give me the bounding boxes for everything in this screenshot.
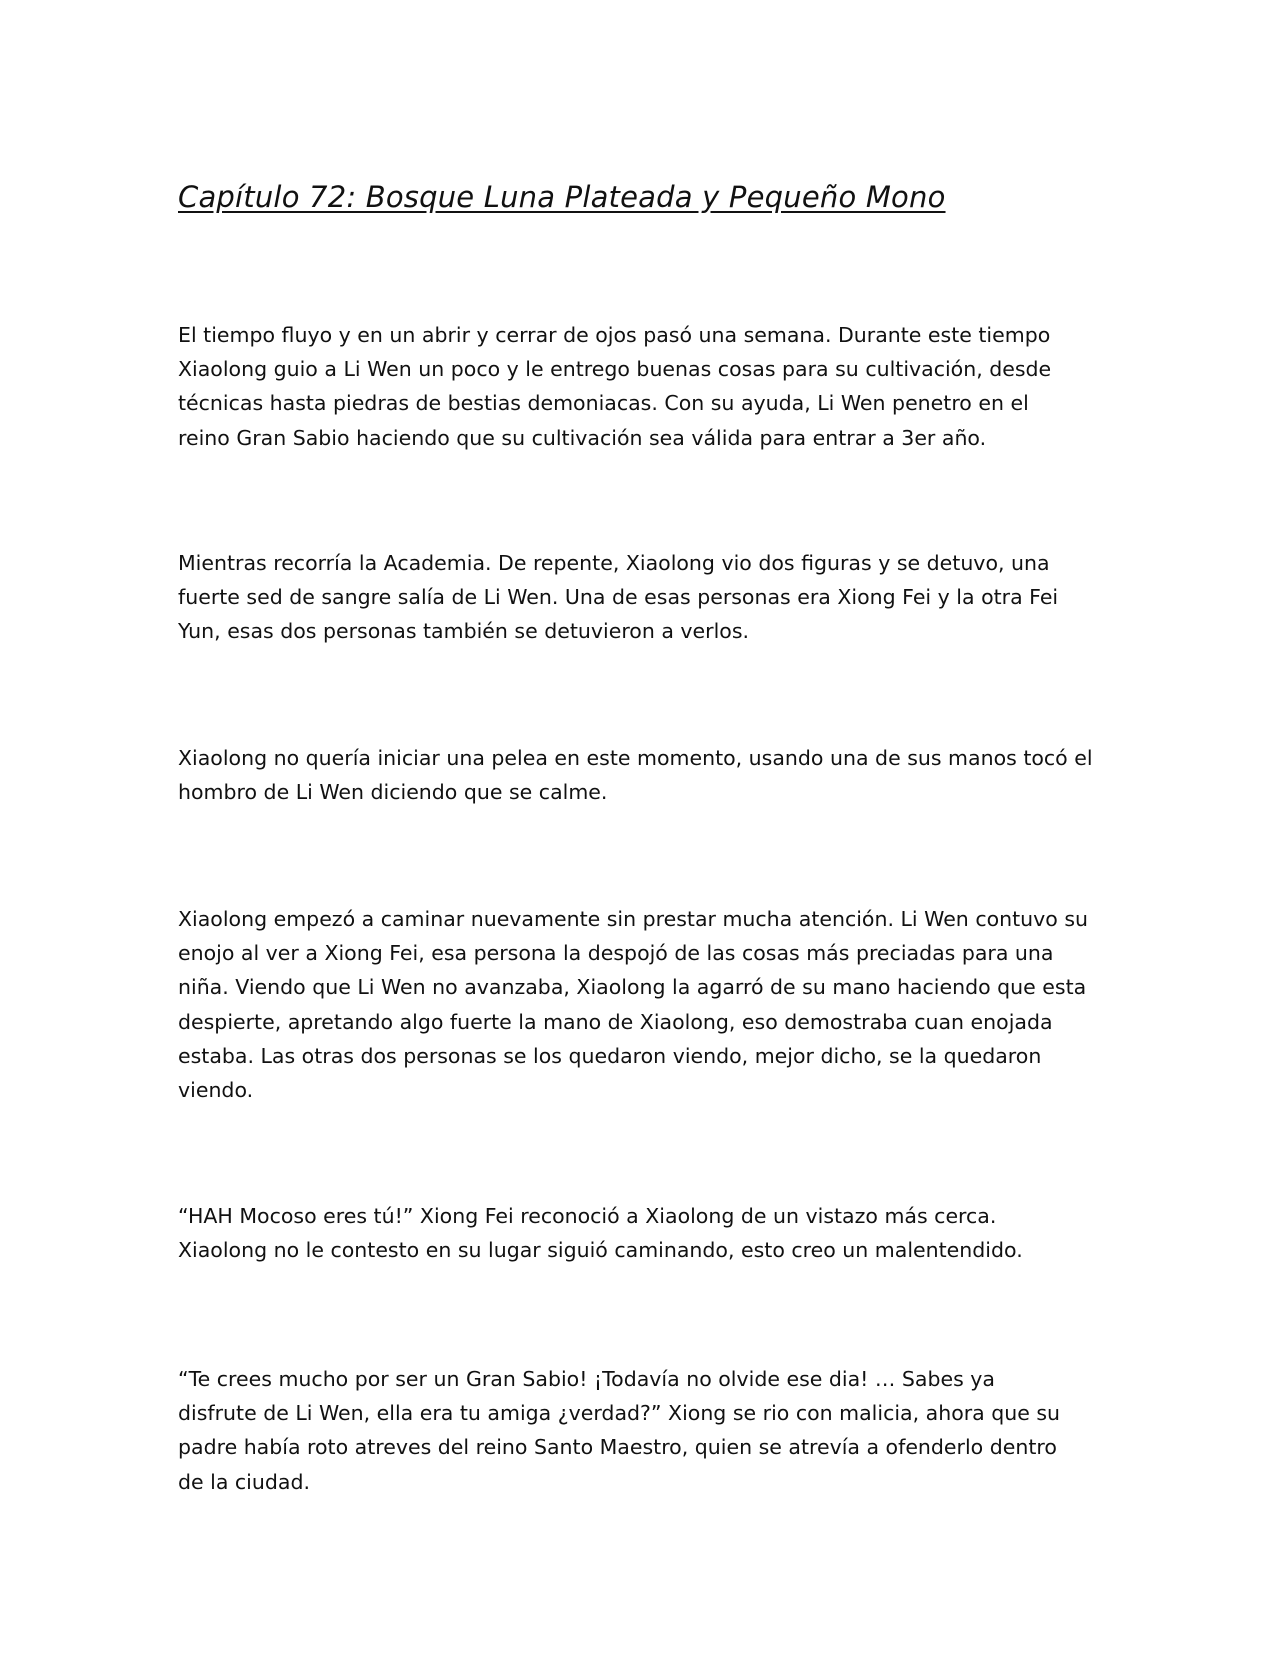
paragraph-line: Xiaolong no quería iniciar una pelea en este momento, usando una de sus manos tocó el bbox=[178, 746, 1093, 770]
paragraph-line: niña. Viendo que Li Wen no avanzaba, Xiaolong la agarró de su mano haciendo que esta bbox=[178, 975, 1087, 1000]
paragraph bbox=[178, 1199, 1108, 1267]
paragraph-line: Mientras recorría la Academia. De repente, Xiaolong vio dos figuras y se detuvo, una bbox=[178, 551, 1050, 575]
paragraph bbox=[178, 1362, 1108, 1499]
paragraph bbox=[178, 741, 1108, 809]
paragraph-line: Xiaolong empezó a caminar nuevamente sin prestar mucha atención. Li Wen contuvo su bbox=[178, 907, 1089, 931]
paragraph-line: “HAH Mocoso eres tú!” Xiong Fei reconoció a Xiaolong de un vistazo más cerca. bbox=[178, 1204, 997, 1228]
paragraph-line: enojo al ver a Xiong Fei, esa persona la despojó de las cosas más preciadas para una bbox=[178, 941, 1054, 966]
paragraph bbox=[178, 318, 1108, 455]
paragraph-line: hombro de Li Wen diciendo que se calme. bbox=[178, 780, 608, 805]
paragraph-line: fuerte sed de sangre salía de Li Wen. Una de esas personas era Xiong Fei y la otra Fei bbox=[178, 585, 1059, 610]
paragraph-line: “Te crees mucho por ser un Gran Sabio! ¡Todavía no olvide ese dia! … Sabes ya bbox=[178, 1367, 995, 1391]
chapter-title: Capítulo 72: Bosque Luna Plateada y Pequeño Mono bbox=[178, 180, 946, 214]
paragraph-line: Xiaolong guio a Li Wen un poco y le entrego buenas cosas para su cultivación, desde bbox=[178, 357, 1052, 382]
paragraph-line: El tiempo fluyo y en un abrir y cerrar de ojos pasó una semana. Durante este tiempo bbox=[178, 323, 1051, 347]
paragraph-line: Xiaolong no le contesto en su lugar siguió caminando, esto creo un malentendido. bbox=[178, 1238, 1023, 1263]
paragraph-line: viendo. bbox=[178, 1078, 254, 1103]
paragraph-line: Yun, esas dos personas también se detuvieron a verlos. bbox=[178, 619, 750, 644]
paragraph-line: técnicas hasta piedras de bestias demoniacas. Con su ayuda, Li Wen penetro en el bbox=[178, 391, 1029, 416]
paragraph bbox=[178, 902, 1108, 1107]
paragraph bbox=[178, 546, 1108, 649]
paragraph-line: estaba. Las otras dos personas se los quedaron viendo, mejor dicho, se la quedaron bbox=[178, 1043, 1042, 1068]
paragraph-line: padre había roto atreves del reino Santo Maestro, quien se atrevía a ofenderlo dentro bbox=[178, 1435, 1057, 1460]
paragraph-line: de la ciudad. bbox=[178, 1469, 310, 1494]
paragraph-line: despierte, apretando algo fuerte la mano de Xiaolong, eso demostraba cuan enojada bbox=[178, 1009, 1053, 1034]
paragraph-line: disfrute de Li Wen, ella era tu amiga ¿verdad?” Xiong se rio con malicia, ahora que su bbox=[178, 1401, 1061, 1426]
paragraph-line: reino Gran Sabio haciendo que su cultivación sea válida para entrar a 3er año. bbox=[178, 425, 987, 450]
